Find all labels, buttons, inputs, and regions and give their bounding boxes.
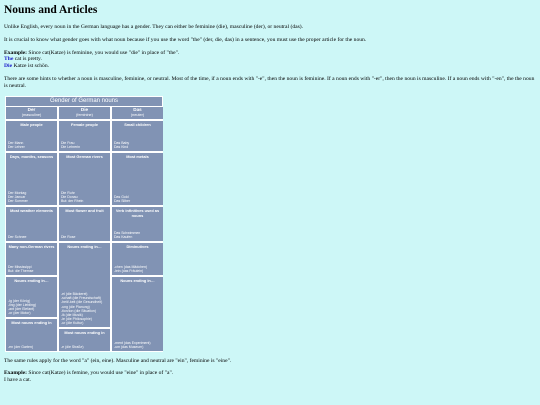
english-rest: cat is pretty. xyxy=(13,56,42,63)
english-article: The xyxy=(4,56,14,63)
table-cell: Most German rivers Die Ruhr Die Donau But: der Rhein xyxy=(59,153,110,205)
table-cell: Most weather elements Der Schnee xyxy=(6,207,57,241)
german-rest: Katze ist schön. xyxy=(12,63,50,70)
example-label: Example: xyxy=(4,370,27,377)
table-title: Gender of German nouns xyxy=(6,97,162,106)
example-text: Since cat(Katze) is femine, you would use "eine" in place of "a". xyxy=(27,370,174,377)
column-header-die: Die (feminine) xyxy=(59,107,110,119)
table-cell: Diminutives -chen (das Mädchen) -lein (das Fräulein) xyxy=(112,243,163,275)
page-title: Nouns and Articles xyxy=(4,4,98,16)
table-cell: Female people Die Frau Die Lehrerin xyxy=(59,121,110,151)
english-sentence-two: I have a cat. xyxy=(4,377,32,384)
column-header-das: Das (neuter) xyxy=(112,107,163,119)
intro-paragraph: Unlike English, every noun in the German language has a gender. They can either be feminine (die), masculine (der), or neutral (das). xyxy=(4,24,304,30)
table-cell: Most nouns ending in -e (die Straße) xyxy=(59,329,110,351)
column-der xyxy=(6,107,57,351)
crucial-paragraph: It is crucial to know what gender goes with what noun because if you use the word "the" (der, die, das) in a sentence, you must use the proper article for the noun. xyxy=(4,36,367,43)
table-cell: Nouns ending in… -ig (der König) -ling (der Liebling) -ant (der Elefant) -or (der Motor) xyxy=(6,277,57,317)
table-cell: Verb infinitives used as nouns Das Schwimmen Das Kaufen xyxy=(112,207,163,241)
english-sentence xyxy=(4,56,536,63)
table-cell: Most metals Das Gold Das Silber xyxy=(112,153,163,205)
table-cell: Most flower and fruit Die Rose xyxy=(59,207,110,241)
table-cell: Small children Das Baby Das Kind xyxy=(112,121,163,151)
same-rules-paragraph: The same rules apply for the word "a" (ein, eine). Masculine and neutral are "ein", feminine is "eine". xyxy=(4,357,232,364)
column-header-der: Der (masculine) xyxy=(6,107,57,119)
table-cell: Nouns ending in… -ei (die Bäckerei) -schaft (die Freundschaft) -heit/-keit (die Gesundheit) -ung (die Planung) -tion/ion (die Situation) -ik (die Musik) -ie (die Philosophie) -ur (die Kultur) xyxy=(59,243,110,327)
hints-paragraph: There are some hints to whether a noun is masculine, feminine, or neutral. Most of the time, if a noun ends with "-e", then the noun is feminine. If a noun ends with "-er", then the noun is masculine. If a noun ends with "-en", the the noun is neutral. xyxy=(4,75,535,89)
table-cell: Days, months, seasons Der Montag Der Januar Der Sommer xyxy=(6,153,57,205)
example-label: Example: xyxy=(4,49,27,56)
column-das xyxy=(112,107,163,351)
table-cell: Nouns ending in… -ment (das Experiment) -um (das Museum) xyxy=(112,277,163,351)
example-two xyxy=(4,370,536,377)
column-die xyxy=(59,107,110,351)
german-sentence xyxy=(4,63,536,70)
german-article: Die xyxy=(4,63,13,70)
example-one xyxy=(4,50,536,57)
table-cell: Most nouns ending in -en (der Garten) xyxy=(6,319,57,351)
table-cell: Male people Der Mann Der Lehrer xyxy=(6,121,57,151)
gender-table-image xyxy=(5,96,163,352)
table-cell: Many non-German rivers Der Mississippi But: die Themse xyxy=(6,243,57,275)
example-text: Since cat(Katze) is feminine, you would use "die" in place of "the". xyxy=(27,49,180,56)
